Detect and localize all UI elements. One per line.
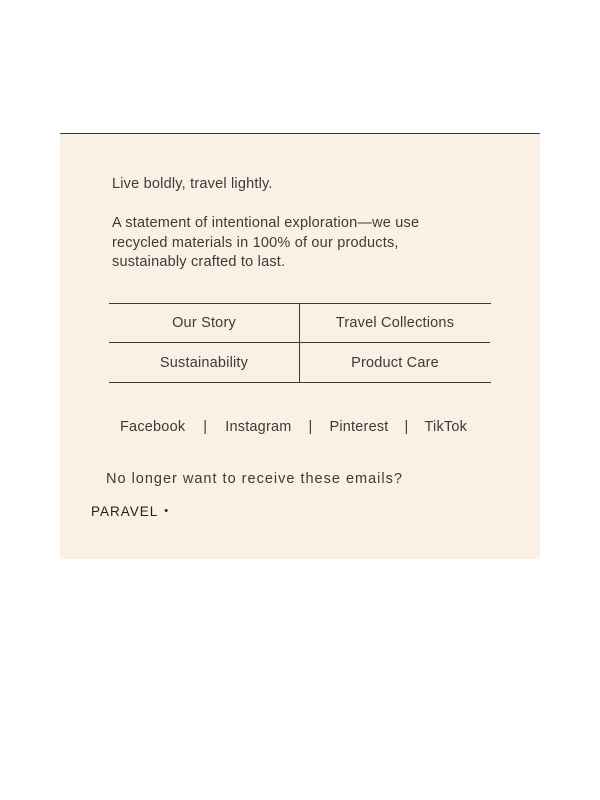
- separator: |: [308, 419, 313, 435]
- social-link-instagram[interactable]: Instagram: [225, 419, 292, 435]
- separator: |: [203, 419, 208, 435]
- brand-statement: A statement of intentional exploration—we use recycled materials in 100% of our products, sustainably crafted to last.: [112, 215, 420, 270]
- nav-link-product-care[interactable]: Product Care: [351, 354, 439, 371]
- tagline: Live boldly, travel lightly.: [112, 176, 273, 192]
- social-link-tiktok[interactable]: TikTok: [424, 419, 468, 435]
- nav-link-our-story[interactable]: Our Story: [109, 304, 300, 343]
- nav-link-travel-collections[interactable]: Travel Collections: [300, 304, 490, 343]
- brand-wordmark: [91, 504, 169, 519]
- brand-dot: •: [164, 505, 170, 517]
- social-link-facebook[interactable]: Facebook: [120, 419, 186, 435]
- brand-name: PARAVEL: [91, 504, 159, 519]
- social-links: [120, 419, 467, 435]
- nav-link-sustainability[interactable]: Sustainability: [109, 343, 300, 382]
- email-footer: [60, 133, 540, 559]
- separator: |: [404, 419, 409, 435]
- footer-nav-grid: [109, 303, 491, 383]
- social-link-pinterest[interactable]: Pinterest: [329, 419, 389, 435]
- unsubscribe-link[interactable]: No longer want to receive these emails?: [106, 471, 403, 487]
